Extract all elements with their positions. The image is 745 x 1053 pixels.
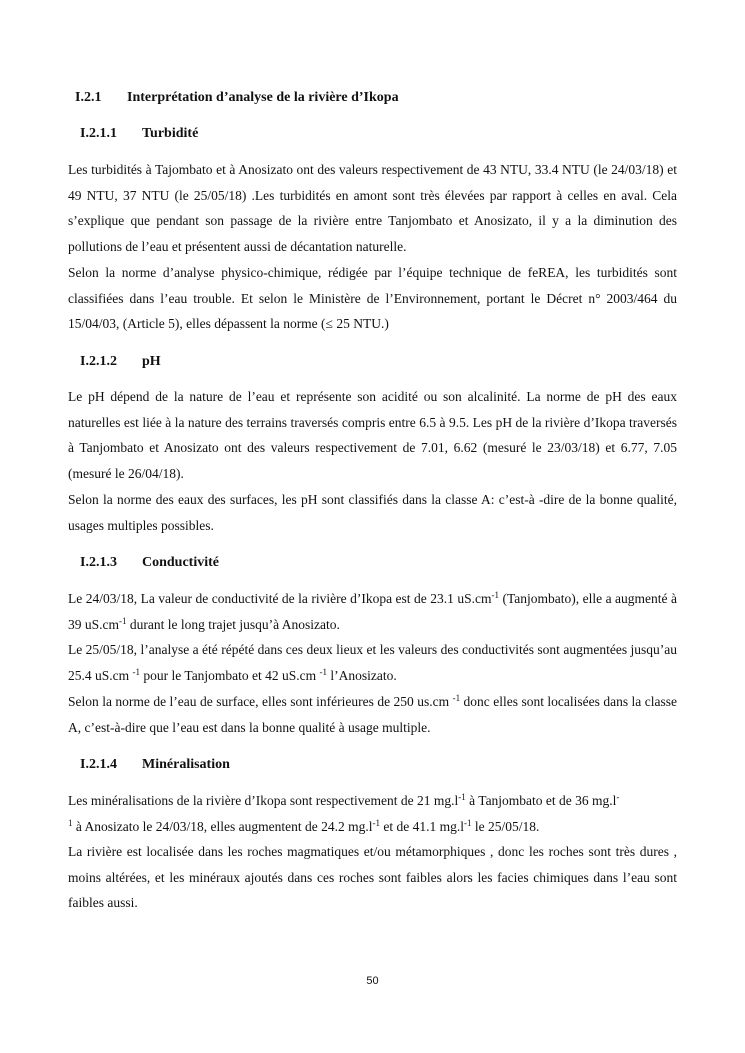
paragraph-mineralisation-1 — [68, 788, 677, 839]
paragraph-conductivite-1 — [68, 586, 677, 637]
section-number: I.2.1 — [75, 90, 102, 105]
subsection-title: Minéralisation — [142, 757, 230, 772]
subsection-number: I.2.1.1 — [80, 126, 117, 141]
exponent: -1 — [452, 693, 461, 703]
paragraph-turbidite-1: Les turbidités à Tajombato et à Anosizato ont des valeurs respectivement de 43 NTU, 33.4 NTU (le 24/03/18) et 49 NTU, 37 NTU (le 25/05/18) .Les turbidités en amont sont très élevées par rapport à celles en aval. Cela s’explique que pendant son passage de la rivière entre Tanjombato et Anosizato, il y a la diminution des pollutions de l’eau et présentent aussi de décantation naturelle. — [68, 162, 677, 254]
text-run: et de 41.1 mg.l — [379, 818, 464, 834]
exponent: -1 — [119, 615, 127, 626]
exponent: -1 — [132, 666, 141, 677]
paragraph-ph-1: Le pH dépend de la nature de l’eau et représente son acidité ou son alcalinité. La norme de pH des eaux naturelles est liée à la nature des terrains traversés compris entre 6.5 à 9.5. Les pH de la rivière d’Ikopa traversés à Tanjombato et Anosizato ont des valeurs respectivement de 7.01, 6.62 (mesuré le 23/03/18) et 6.77, 7.05 (mesuré le 26/04/18). — [68, 389, 677, 481]
paragraph-ph-2: Selon la norme des eaux des surfaces, les pH sont classifiés dans la classe A: c’est-à -dire de la bonne qualité, usages multiples possibles. — [68, 492, 677, 533]
subsection-heading-ph — [80, 354, 161, 370]
exponent: -1 — [319, 666, 328, 677]
section-heading — [75, 90, 399, 106]
exponent: -1 — [372, 817, 380, 828]
subsection-title: Turbidité — [142, 126, 199, 141]
exponent: - — [616, 792, 620, 802]
text-run: Les minéralisations de la rivière d’Ikopa sont respectivement de 21 mg.l — [68, 793, 459, 808]
subsection-heading-turbidite — [80, 126, 198, 142]
text-run: donc elles sont localisées dans la classe A, c’est-à-dire que l’eau est dans la bonne qualité à usage multiple. — [68, 694, 677, 735]
text-run: Le 24/03/18, La valeur de conductivité de la rivière d’Ikopa est de 23.1 uS.cm — [68, 591, 492, 606]
text-run: pour le Tanjombato et 42 uS.cm — [140, 667, 320, 683]
text-run: l’Anosizato. — [327, 667, 397, 683]
paragraph-turbidite-2: Selon la norme d’analyse physico-chimique, rédigée par l’équipe technique de feREA, les turbidités sont classifiées dans l’eau trouble. Et selon le Ministère de l’Environnement, portant le Décret n° 2003/464 du 15/04/03, (Article 5), elles dépassent la norme (≤ 25 NTU.) — [68, 265, 677, 332]
section-title: Interprétation d’analyse de la rivière d’Ikopa — [127, 90, 399, 105]
text-run: (Tanjombato), elle a augmenté à 39 uS.cm — [68, 591, 677, 632]
page-number: 50 — [366, 975, 379, 987]
subsection-title: Conductivité — [142, 555, 219, 570]
exponent: -1 — [458, 792, 466, 802]
text-run: à Anosizato le 24/03/18, elles augmentent de 24.2 mg.l — [72, 818, 373, 834]
paragraph-conductivite-3 — [68, 689, 677, 740]
exponent: 1 — [68, 817, 73, 828]
paragraph-mineralisation-2: La rivière est localisée dans les roches magmatiques et/ou métamorphiques , donc les roches sont très dures , moins altérées, et les minéraux ajoutés dans ces roches sont faibles alors les facies chimiques dans l’eau sont faibles aussi. — [68, 844, 677, 911]
subsection-number: I.2.1.3 — [80, 555, 117, 570]
exponent: -1 — [463, 817, 472, 828]
text-run: durant le long trajet jusqu’à Anosizato. — [126, 616, 340, 632]
subsection-title: pH — [142, 354, 161, 369]
subsection-heading-mineralisation — [80, 757, 230, 773]
subsection-heading-conductivite — [80, 555, 219, 571]
subsection-number: I.2.1.4 — [80, 757, 117, 772]
subsection-number: I.2.1.2 — [80, 354, 117, 369]
text-run: Le 25/05/18, l’analyse a été répété dans ces deux lieux et les valeurs des conductivités sont augmentées jusqu’au 25.4 uS.cm — [68, 642, 677, 683]
text-run: le 25/05/18. — [471, 818, 540, 834]
exponent: -1 — [491, 590, 499, 600]
text-run: Selon la norme de l’eau de surface, elles sont inférieures de 250 us.cm — [68, 694, 453, 709]
text-run: à Tanjombato et de 36 mg.l — [465, 793, 617, 808]
paragraph-conductivite-2 — [68, 637, 677, 688]
